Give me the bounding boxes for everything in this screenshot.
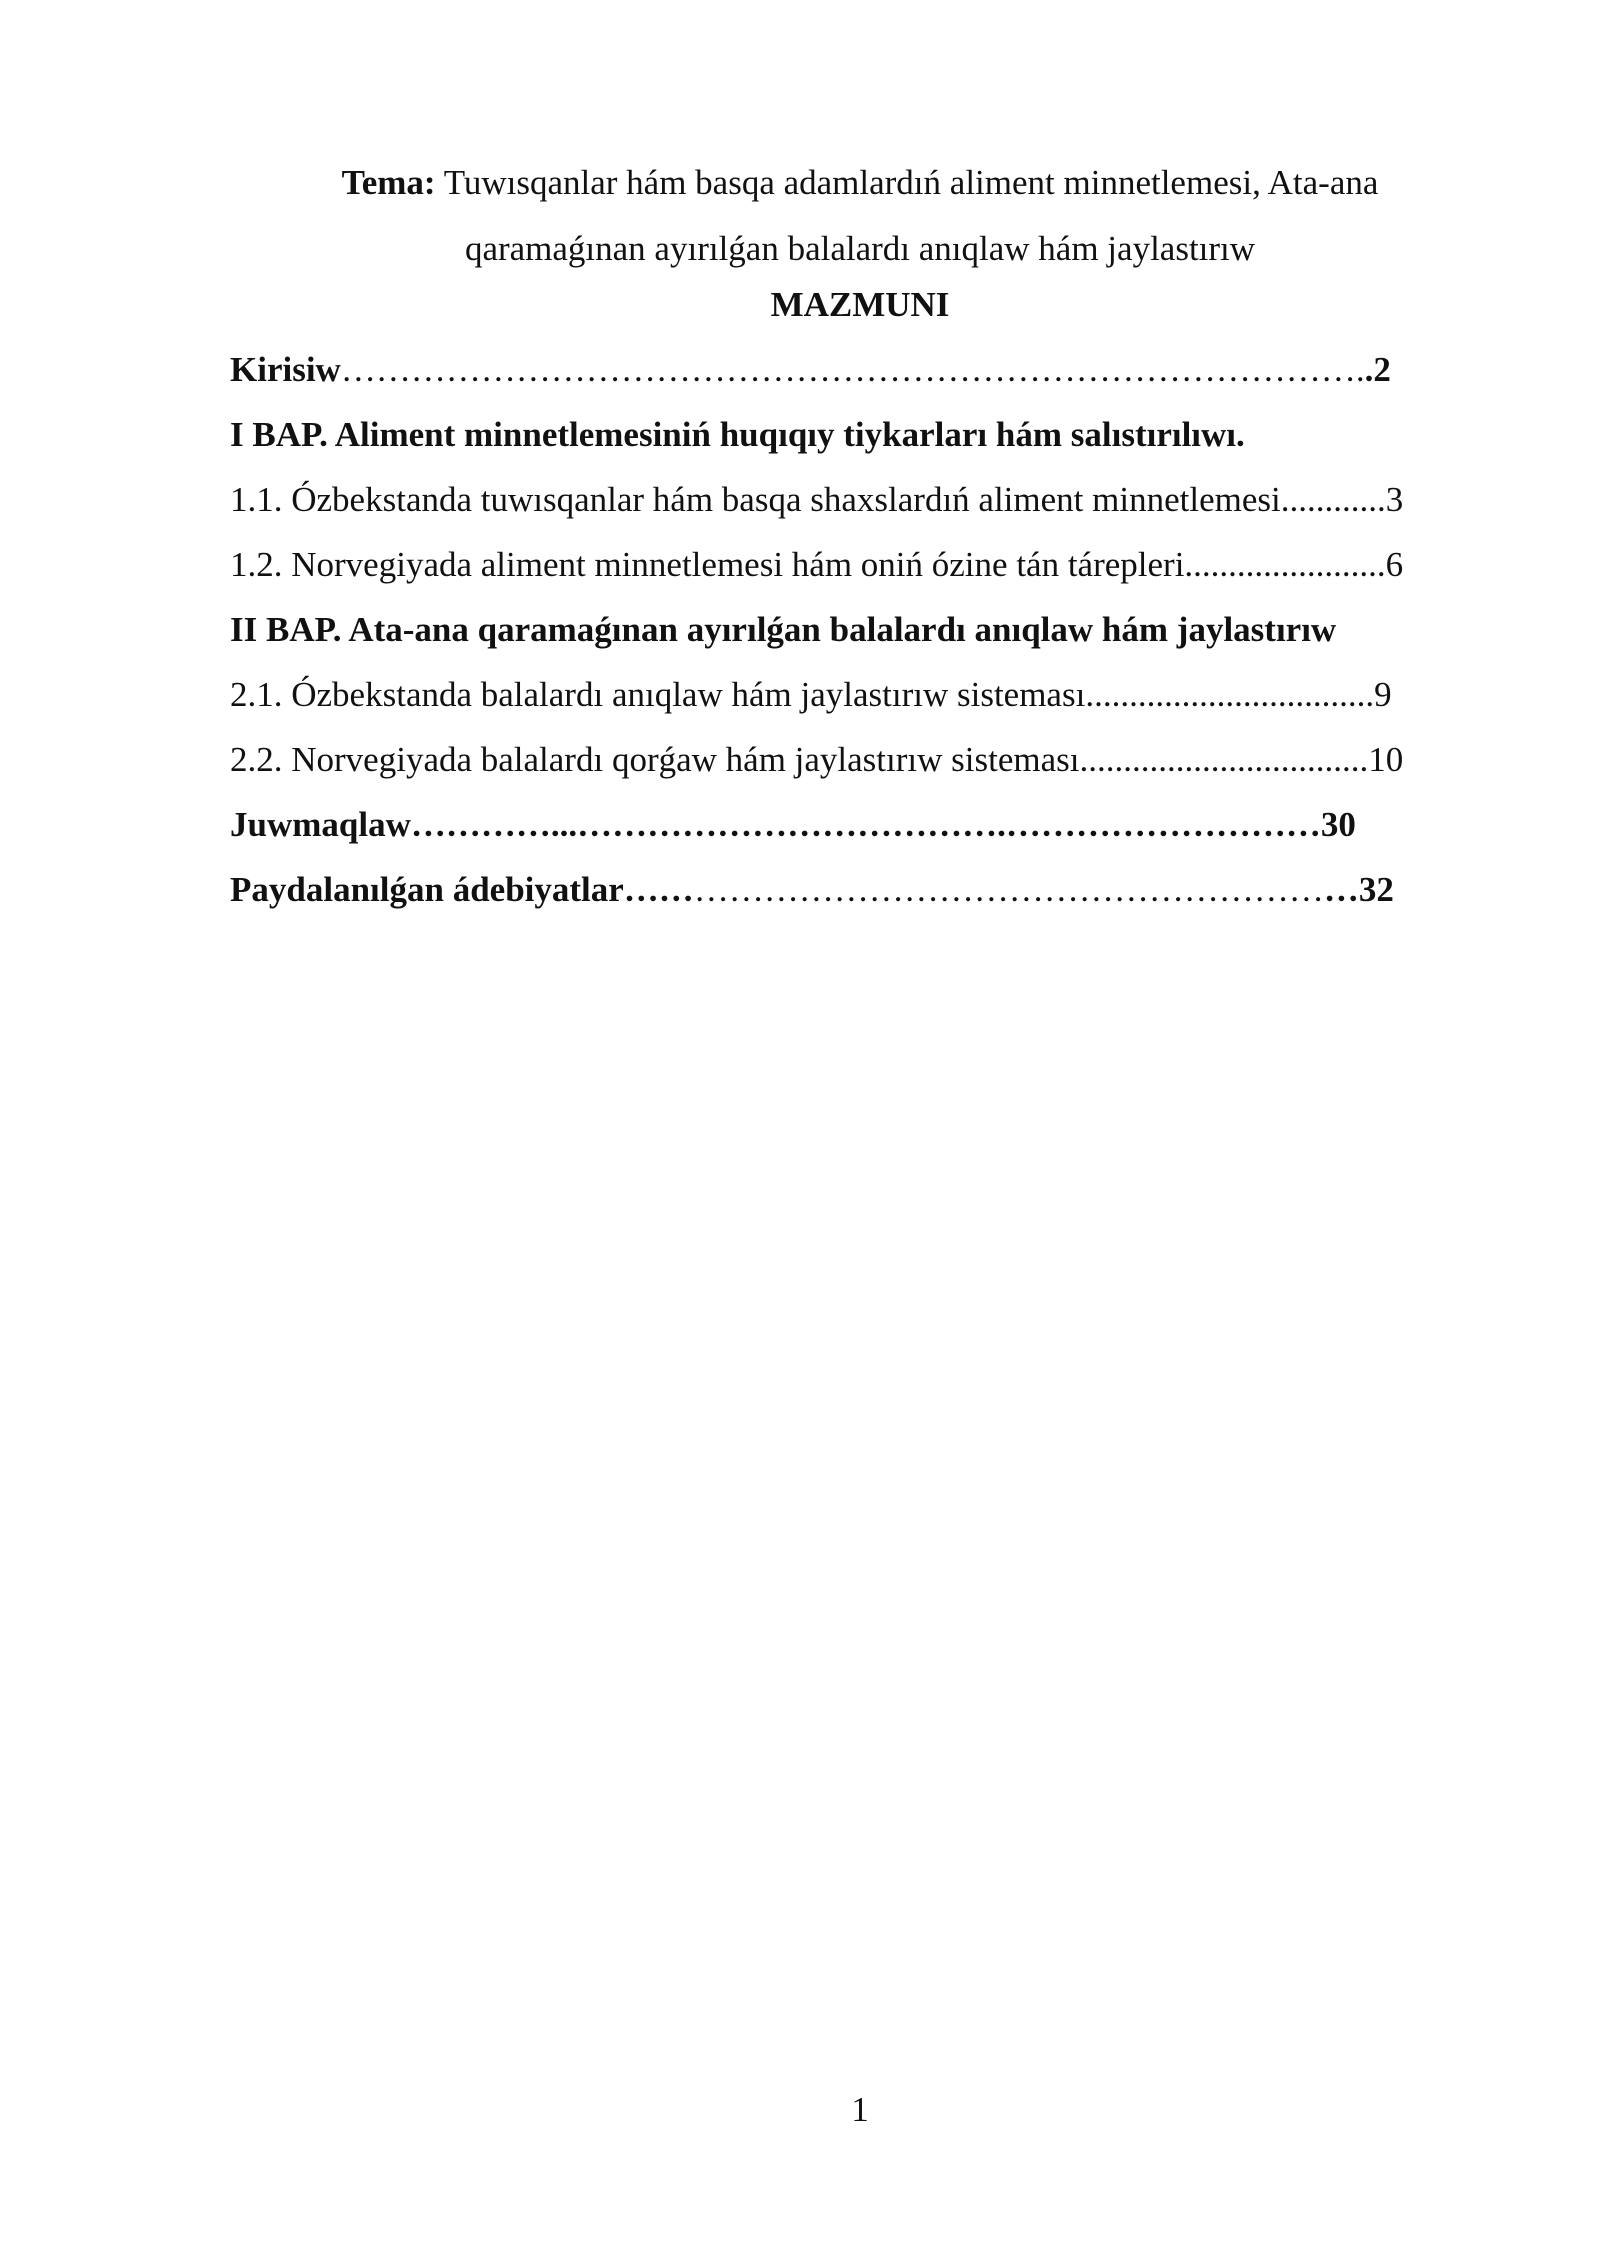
page-number: 1	[851, 2090, 869, 2129]
toc-title: MAZMUNI	[770, 285, 950, 324]
toc-dot-leader: …………………………………………………………………………….	[340, 350, 1365, 389]
toc-page-number: …32	[1323, 870, 1394, 909]
toc-dot-leader: ………………………………………………	[693, 870, 1324, 909]
toc-conclusion: Juwmaqlaw…………...……………………………….………………………30	[230, 805, 1356, 844]
toc-chapter-2: II BAP. Ata-ana qaramaǵınan ayırılǵan balalardı anıqlaw hám jaylastırıw	[230, 610, 1337, 649]
topic-text: Tuwısqanlar hám basqa adamlardıń aliment minnetlemesi, Ata-ana qaramaǵınan ayırılǵan balalardı anıqlaw hám jaylastırıw	[443, 163, 1379, 268]
toc-section-2-2: 2.2. Norvegiyada balalardı qorǵaw hám jaylastırıw sisteması.................................10	[230, 740, 1404, 779]
toc-chapter-1: I BAP. Aliment minnetlemesiniń huqıqıy tiykarları hám salıstırılıwı.	[230, 415, 1245, 454]
toc-section-2-1: 2.1. Ózbekstanda balalardı anıqlaw hám jaylastırıw sisteması.................................9	[230, 675, 1392, 714]
topic-label: Tema:	[341, 163, 436, 202]
toc-section-1-2: 1.2. Norvegiyada aliment minnetlemesi hám oniń ózine tán tárepleri.......................6	[230, 545, 1404, 584]
toc-entry-label: Paydalanılǵan ádebiyatlar……	[230, 870, 694, 909]
toc-entry-introduction	[230, 345, 1391, 395]
toc-section-1-1: 1.1. Ózbekstanda tuwısqanlar hám basqa shaxslardıń aliment minnetlemesi............3	[230, 480, 1404, 519]
toc-references	[230, 865, 1394, 915]
topic-heading	[290, 150, 1430, 282]
toc-entry-label: Kirisiw	[230, 350, 341, 389]
toc-page-number: .2	[1364, 350, 1391, 389]
